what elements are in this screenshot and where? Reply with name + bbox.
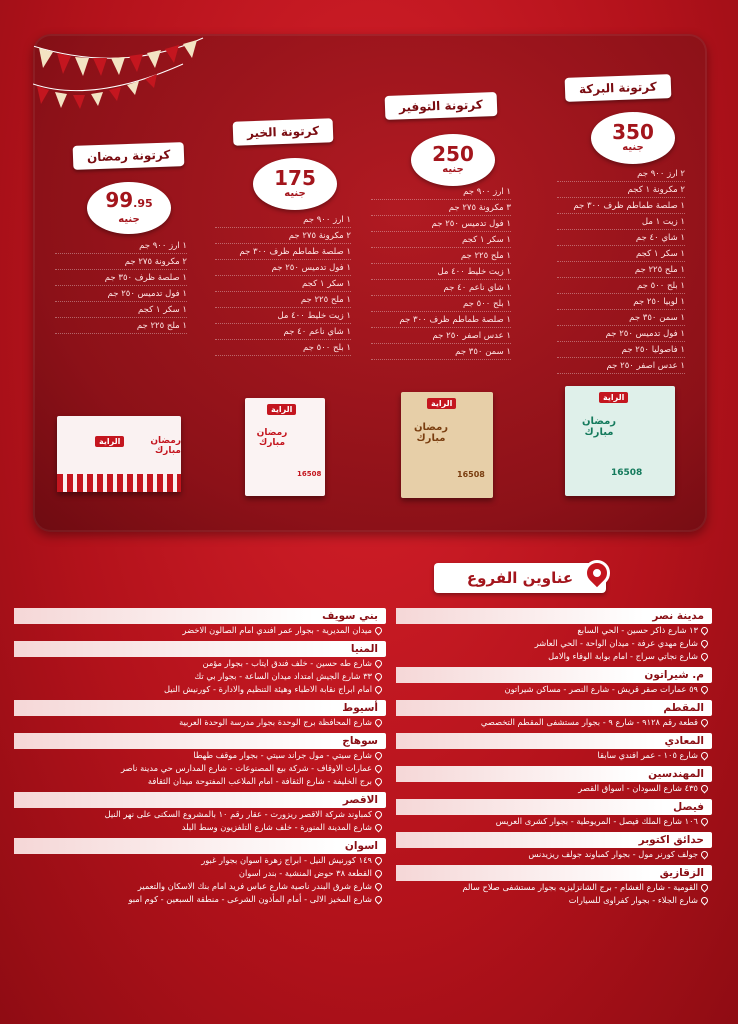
area-name: المقطم [655, 702, 712, 714]
carton-box-image [245, 398, 325, 496]
list-item: ١ فول تدميس ٢٥٠ جم [557, 326, 685, 342]
area-name: الزقازيق [652, 867, 712, 879]
area-header [14, 733, 386, 749]
carton-barakah [543, 34, 703, 532]
address-text: شارع طه حسين - خلف فندق ايتاب - بجوار مؤمن [202, 658, 372, 668]
list-item: ١ فول تدميس ٢٥٠ جم [55, 286, 187, 302]
location-pin-icon [700, 626, 710, 636]
list-item: ١ شاي ٤٠ جم [557, 230, 685, 246]
carton-title: كرتونة التوفير [385, 92, 497, 120]
price-currency: جنيه [118, 214, 140, 225]
carton-box-image [565, 386, 675, 496]
area-header [396, 865, 712, 881]
address-item [396, 848, 712, 861]
area-name: سوهاج [334, 735, 386, 747]
area-header [14, 792, 386, 808]
carton-items [557, 166, 685, 374]
carton-box-image [57, 416, 181, 492]
address-text: القطعة ٣٨ حوض المنشية - بندر اسوان [238, 868, 372, 878]
list-item: ١ زيت خليط ٤٠٠ مل [371, 264, 511, 280]
address-text: شارع مهدي عرفة - ميدان الواحة - الحي العاشر [534, 638, 698, 648]
address-item [14, 683, 386, 696]
address-text: ١٤٩ كورنيش النيل - ابراج زهرة اسوان بجوار غبور [201, 855, 372, 865]
carton-title: كرتونة الخير [233, 118, 334, 145]
address-item [396, 894, 712, 907]
area-name: أسيوط [334, 702, 386, 714]
address-item [14, 775, 386, 788]
list-item: ١ ملح ٢٢٥ جم [215, 292, 351, 308]
address-text: ٤٣٥ شارع السودان - اسواق القصر [578, 783, 698, 793]
address-text: برج الخليفة - شارع الثقافة - امام الملاعب المفتوحة ميدان الثقافة [147, 776, 372, 786]
address-text: شارع المحافظة برج الوحدة بجوار مدرسة الوحدة العربية [179, 717, 372, 727]
address-text: ميدان المديرية - بجوار عمر افندي امام الصالون الاخضر [182, 625, 372, 635]
carton-items [215, 212, 351, 356]
box-greeting: رمضان مبارك [256, 428, 288, 448]
list-item: ١ صلصة طماطم ظرف ٣٠٠ جم [215, 244, 351, 260]
list-item: ١ فول تدميس ٢٥٠ جم [371, 216, 511, 232]
address-item [396, 716, 712, 729]
carton-tawfeer [363, 34, 523, 532]
list-item: ١ ملح ٢٢٥ جم [557, 262, 685, 278]
carton-items [371, 184, 511, 360]
location-pin-icon [700, 784, 710, 794]
list-item: ١ سكر ١ كجم [371, 232, 511, 248]
list-item: ١ صلصة طماطم ظرف ٣٠٠ جم [557, 198, 685, 214]
address-item [14, 867, 386, 880]
address-text: شارع نجاتي سراج - امام بوابة الوفاء والامل [548, 651, 698, 661]
list-item: ١ ارز ٩٠٠ جم [55, 238, 187, 254]
location-pin-icon [374, 895, 384, 905]
carton-title: كرتونة رمضان [73, 142, 185, 170]
address-item [14, 657, 386, 670]
address-text: قطعة رقم ٩١٢٨ - شارع ٩ - بجوار مستشفى المقطم التخصصي [480, 717, 698, 727]
address-item [14, 762, 386, 775]
address-text: عمارات الاوقاف - شركة بيع المصنوعات - شارع المدارس حي مدينة ناصر [120, 763, 372, 773]
location-pin-icon [374, 869, 384, 879]
price-amount [105, 190, 152, 214]
location-pin-icon [700, 850, 710, 860]
branches-title: عناوين الفروع [434, 563, 606, 593]
list-item: ٢ مكرونة ١ كجم [557, 182, 685, 198]
address-text: ٣٣ شارع الجيش امتداد ميدان الساعة - بجوار بي تك [194, 671, 372, 681]
carton-box-image [401, 392, 493, 498]
list-item: ١ زيت ١ مل [557, 214, 685, 230]
list-item: ٢ ارز ٩٠٠ جم [557, 166, 685, 182]
area-header [14, 838, 386, 854]
box-pattern [57, 474, 181, 492]
address-text: شارع المخيز الالى - أمام المأذون الشرعى - منطقة السبعين - كوم امبو [128, 894, 372, 904]
location-pin-icon [374, 672, 384, 682]
list-item: ١ ارز ٩٠٠ جم [371, 184, 511, 200]
list-item: ١ شاي ناعم ٤٠ جم [371, 280, 511, 296]
location-pin-icon [374, 810, 384, 820]
area-header [14, 700, 386, 716]
location-pin-icon [374, 764, 384, 774]
address-item [14, 880, 386, 893]
address-item [396, 683, 712, 696]
carton-title: كرتونة البركة [565, 74, 671, 102]
price-amount: 350 [612, 120, 654, 144]
list-item: ١ عدس اصفر ٢٥٠ جم [557, 358, 685, 374]
area-name: الاقصر [335, 794, 386, 806]
list-item: ٢ مكرونة ٢٧٥ جم [55, 254, 187, 270]
list-item: ١ شاي ناعم ٤٠ جم [215, 324, 351, 340]
price-integer: 99 [105, 188, 134, 212]
address-item [14, 893, 386, 906]
list-item: ١ سكر ١ كجم [215, 276, 351, 292]
carton-ramadan [45, 34, 205, 532]
location-pin-icon [700, 883, 710, 893]
location-pin-icon [374, 718, 384, 728]
branches-left [14, 604, 386, 906]
price-amount: 175 [274, 166, 316, 190]
area-header [14, 641, 386, 657]
address-text: ١٠٦ شارع الملك فيصل - المريوطية - بجوار كشرى العريس [495, 816, 698, 826]
box-brand: الراية [599, 392, 628, 403]
address-text: ١٣ شارع ذاكر حسين - الحي السابع [577, 625, 698, 635]
box-hotline: 16508 [457, 470, 485, 479]
price-currency: جنيه [622, 142, 644, 153]
area-header [396, 799, 712, 815]
address-text: شارع الجلاء - بجوار كفراوى للسيارات [568, 895, 698, 905]
address-item [14, 670, 386, 683]
box-hotline: 16508 [611, 468, 643, 478]
box-greeting: رمضان مبارك [413, 422, 449, 444]
area-name: المعادي [657, 735, 712, 747]
address-item [396, 624, 712, 637]
address-text: كمباوند شركة الاقصر ريزورت - عقار رقم ١٠ بالمشروع السكنى على نهر النيل [104, 809, 372, 819]
area-header [396, 766, 712, 782]
area-header [396, 733, 712, 749]
box-brand: الراية [267, 404, 296, 415]
area-name: حدائق اكتوبر [631, 834, 712, 846]
list-item: ١ صلصة ظرف ٣٥٠ جم [55, 270, 187, 286]
address-item [396, 650, 712, 663]
list-item: ١ صلصة طماطم ظرف ٣٠٠ جم [371, 312, 511, 328]
location-pin-icon [700, 817, 710, 827]
list-item: ١ ملح ٢٢٥ جم [371, 248, 511, 264]
area-name: فيصل [665, 801, 712, 813]
location-pin-icon [374, 659, 384, 669]
list-item: ١ ملح ٢٢٥ جم [55, 318, 187, 334]
price-badge [411, 134, 495, 186]
area-header [396, 667, 712, 683]
area-header [396, 700, 712, 716]
location-pin-icon [700, 751, 710, 761]
address-text: جولف كورنر مول - بجوار كمباوند جولف ريزيدنس [528, 849, 698, 859]
box-brand: الراية [427, 398, 456, 409]
carton-khair [209, 34, 369, 532]
list-item: ١ فول تدميس ٢٥٠ جم [215, 260, 351, 276]
address-item [14, 854, 386, 867]
location-pin-icon [700, 652, 710, 662]
address-item [14, 624, 386, 637]
area-name: م. شيراتون [636, 669, 712, 681]
address-item [14, 716, 386, 729]
address-item [396, 782, 712, 795]
address-text: القومية - شارع الغشام - برج الشانزليزيه بجوار مستشفى صلاح سالم [462, 882, 698, 892]
price-currency: جنيه [284, 188, 306, 199]
address-text: شارع شرق البندر ناصية شارع عباس فريد امام بنك الاسكان والتعمير [137, 881, 372, 891]
price-badge [591, 112, 675, 164]
address-item [396, 749, 712, 762]
list-item: ١ ارز ٩٠٠ جم [215, 212, 351, 228]
location-pin-icon [374, 882, 384, 892]
list-item: ١ بلح ٥٠٠ جم [557, 278, 685, 294]
address-text: شارع المدينة المنورة - خلف شارع التلفزيون وسط البلد [181, 822, 372, 832]
location-pin-icon [374, 823, 384, 833]
list-item: ١ فاصوليا ٢٥٠ جم [557, 342, 685, 358]
price-amount: 250 [432, 142, 474, 166]
list-item: ١ سكر ١ كجم [55, 302, 187, 318]
area-name: المهندسين [640, 768, 712, 780]
location-pin-icon [374, 777, 384, 787]
area-name: بني سويف [314, 610, 386, 622]
list-item: ١ سكر ١ كجم [557, 246, 685, 262]
location-pin-icon [374, 685, 384, 695]
address-item [396, 637, 712, 650]
area-name: المنيا [343, 643, 386, 655]
location-pin-icon [700, 718, 710, 728]
address-item [14, 808, 386, 821]
list-item: ١ بلح ٥٠٠ جم [215, 340, 351, 356]
price-badge [87, 182, 171, 234]
address-text: امام ابراج نقابة الاطباء وهيئة التنظيم والادارة - كورنيش النيل [163, 684, 372, 694]
address-text: شارع سيتي - مول جراند سيتي - بجوار موقف طهطا [193, 750, 372, 760]
branches-right [396, 604, 712, 907]
box-hotline: 16508 [297, 470, 322, 478]
area-header [14, 608, 386, 624]
list-item: ٣ مكرونة ٢٧٥ جم [371, 200, 511, 216]
location-pin-icon [374, 751, 384, 761]
address-text: ٥٩ عمارات صقر قريش - شارع النصر - مساكن شيراتون [504, 684, 698, 694]
list-item: ١ زيت خليط ٤٠٠ مل [215, 308, 351, 324]
price-decimals: .95 [133, 197, 153, 210]
price-badge [253, 158, 337, 210]
address-item [14, 749, 386, 762]
carton-items [55, 238, 187, 334]
area-name: مدينة نصر [644, 610, 712, 622]
list-item: ١ عدس اصفر ٢٥٠ جم [371, 328, 511, 344]
location-pin-icon [374, 856, 384, 866]
list-item: ١ بلح ٥٠٠ جم [371, 296, 511, 312]
list-item: ١ سمن ٣٥٠ جم [557, 310, 685, 326]
list-item: ١ سمن ٣٥٠ جم [371, 344, 511, 360]
address-item [14, 821, 386, 834]
box-greeting: رمضان مبارك [581, 416, 617, 438]
list-item: ٢ مكرونة ٢٧٥ جم [215, 228, 351, 244]
offers-panel [33, 34, 707, 532]
price-currency: جنيه [442, 164, 464, 175]
location-pin-icon [700, 639, 710, 649]
location-pin-icon [700, 685, 710, 695]
address-text: شارع ١٠٥ - عمر افندي سابقا [597, 750, 698, 760]
area-header [396, 832, 712, 848]
address-item [396, 881, 712, 894]
box-brand: الراية [95, 436, 124, 447]
list-item: ١ لوبيا ٢٥٠ جم [557, 294, 685, 310]
area-name: اسوان [337, 840, 386, 852]
address-item [396, 815, 712, 828]
location-pin-icon [374, 626, 384, 636]
box-greeting: رمضان مبارك [150, 436, 181, 456]
location-pin-icon [700, 896, 710, 906]
area-header [396, 608, 712, 624]
